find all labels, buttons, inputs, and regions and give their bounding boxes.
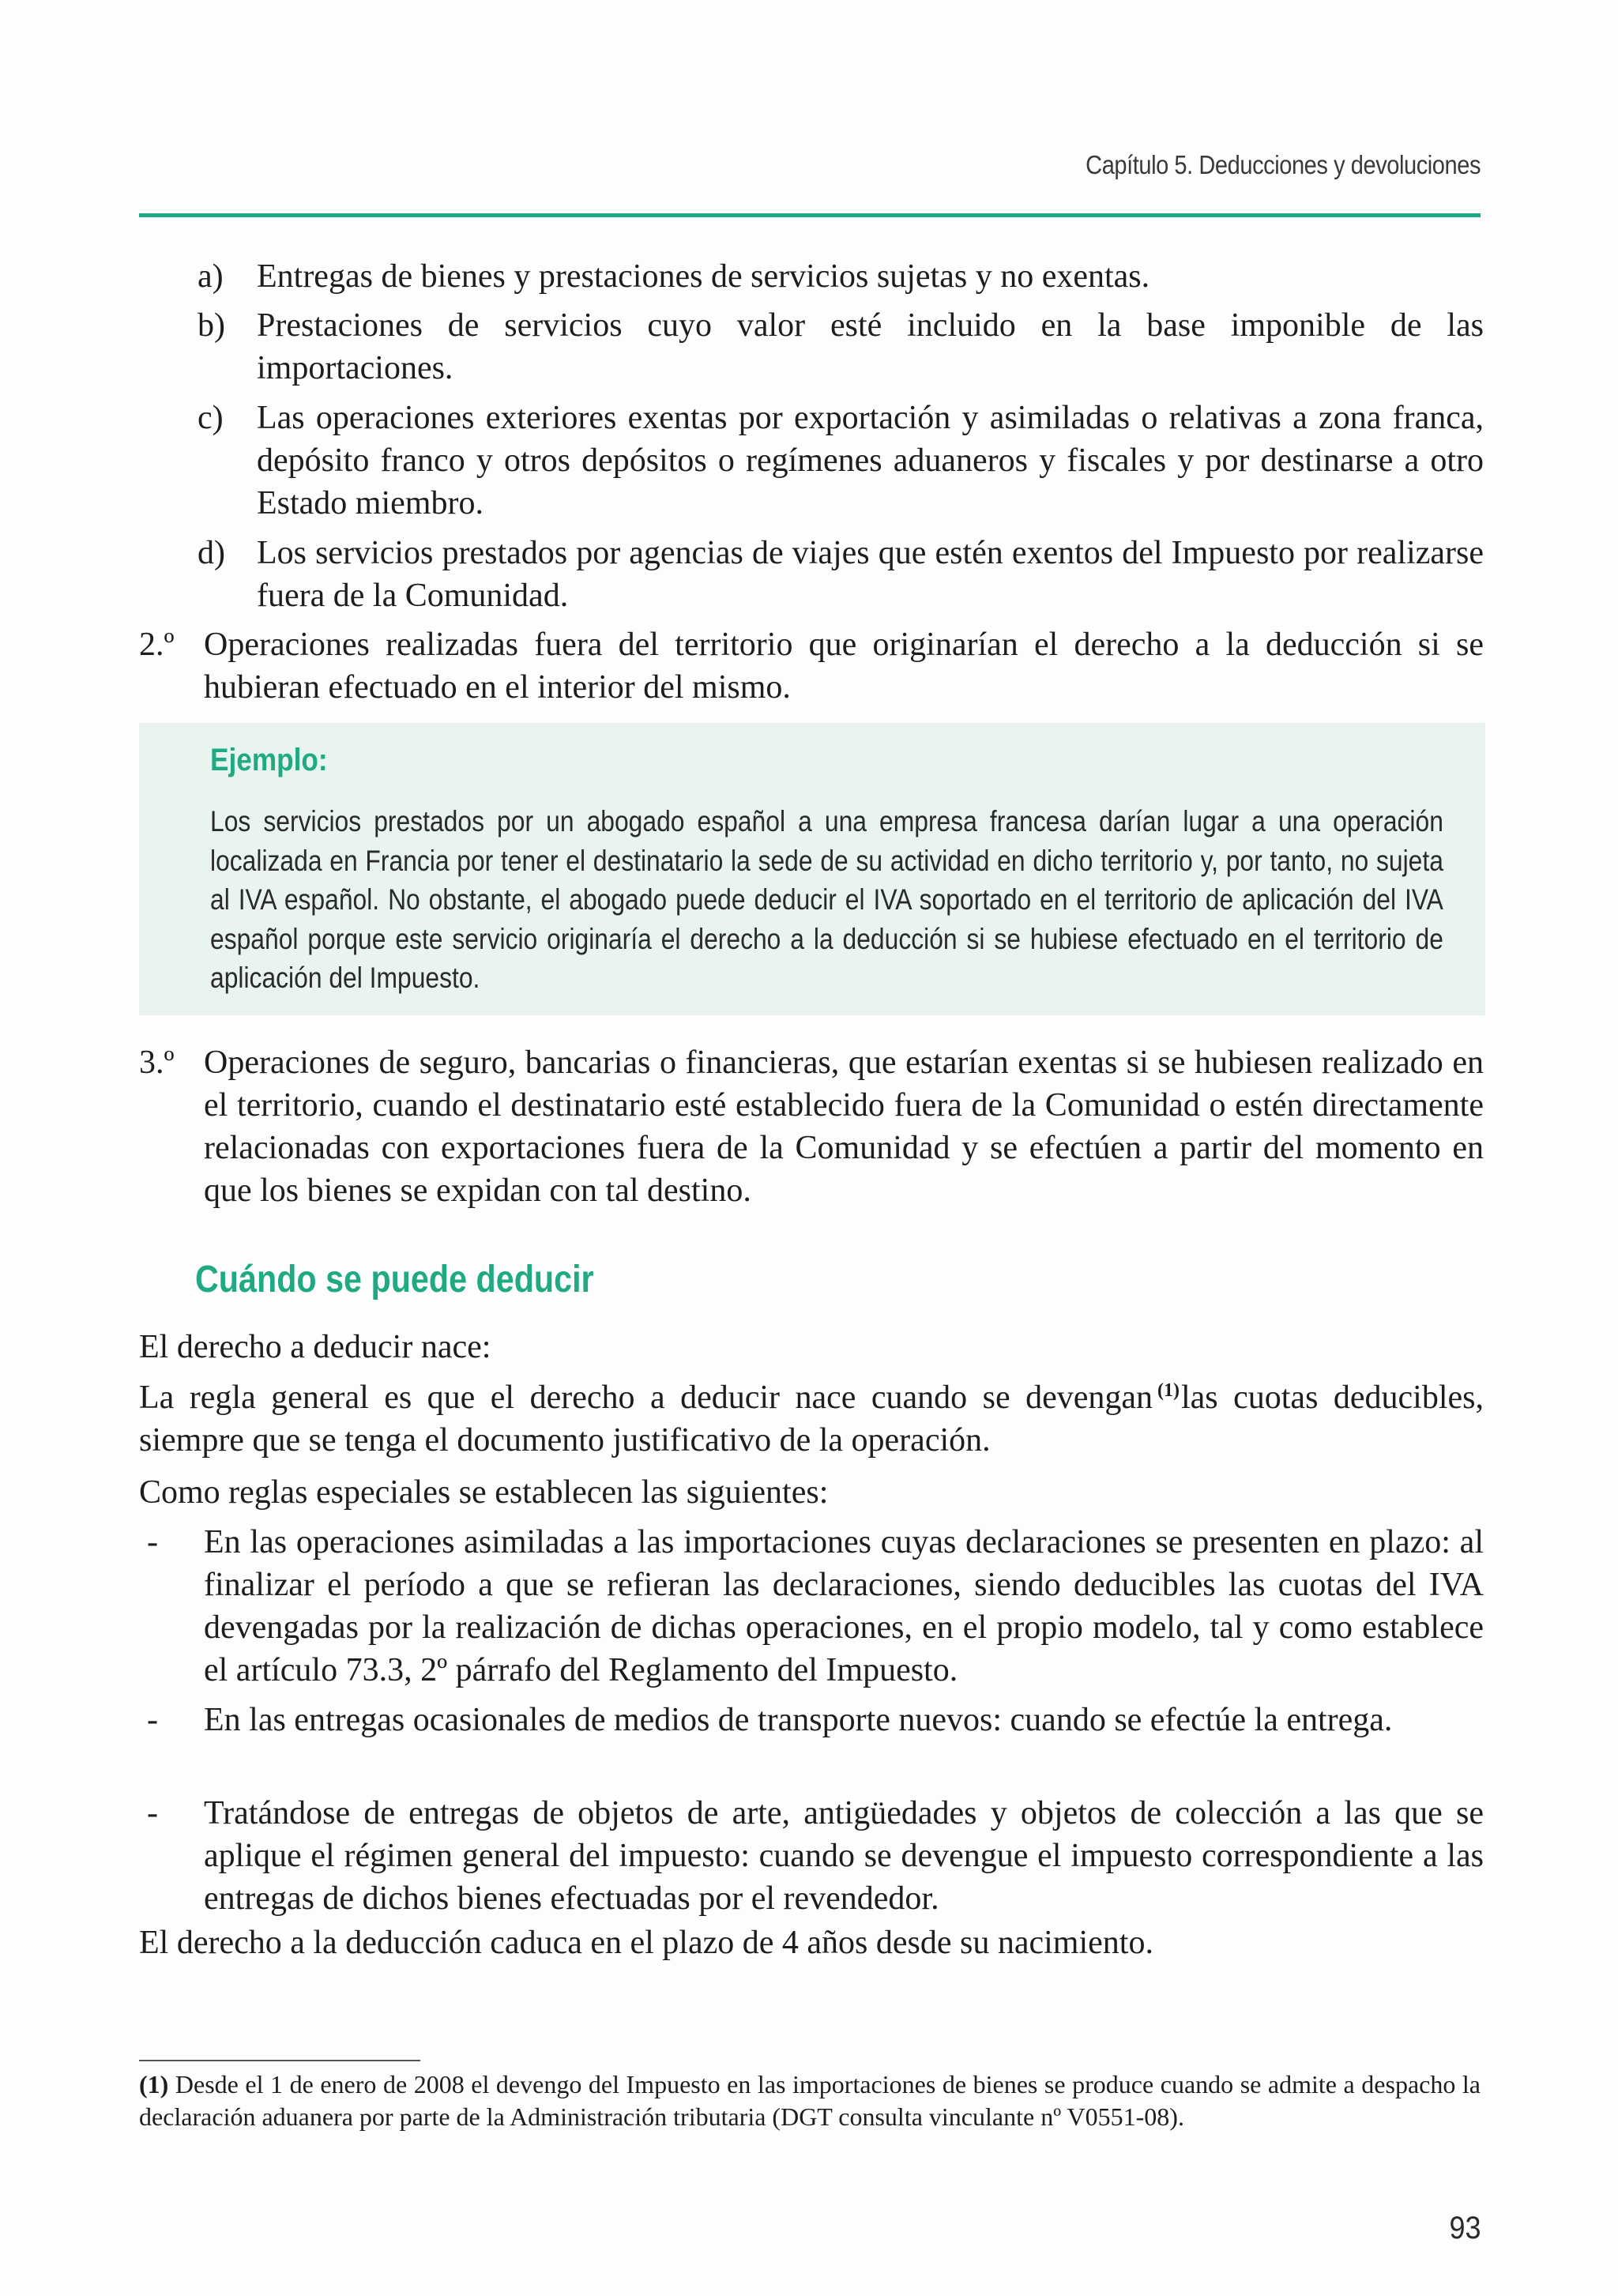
item-text: Operaciones de seguro, bancarias o financieras, que estarían exentas si se hubiesen realizado en el territorio, cuando el destinatario esté establecido fuera de la Comunidad o estén directamente relacionadas con exportaciones fuera de la Comunidad y se efectúen a partir del momento en que los bienes se expidan con tal destino. xyxy=(204,1044,1484,1209)
list-label: c) xyxy=(198,400,224,436)
page-number: 93 xyxy=(1448,2211,1481,2245)
list-text: Prestaciones de servicios cuyo valor esté incluido en la base imponible de las importaciones. xyxy=(257,307,1484,386)
bullet-text: En las operaciones asimiladas a las importaciones cuyas declaraciones se presenten en plazo: al finalizar el período a que se refieran las declaraciones, siendo deducibles las cuotas del IVA devengadas por la realización de dichas operaciones, en el propio modelo, tal y como establece el artículo 73.3, 2º párrafo del Reglamento del Impuesto. xyxy=(204,1524,1484,1688)
list-label: a) xyxy=(198,258,224,295)
general-rule-paragraph xyxy=(139,1376,1484,1462)
list-text: Entregas de bienes y prestaciones de servicios sujetas y no exentas. xyxy=(257,258,1150,295)
bullet-marker: - xyxy=(147,1524,158,1560)
list-item-c xyxy=(198,397,1484,525)
list-label: d) xyxy=(198,535,225,571)
special-rules-intro: Como reglas especiales se establecen las siguientes: xyxy=(139,1474,829,1511)
bullet-text: Tratándose de entregas de objetos de arte, antigüedades y objetos de colección a las que se aplique el régimen general del impuesto: cuando se devengue el impuesto correspondiente a las entregas de dichos bienes efectuadas por el revendedor. xyxy=(204,1795,1484,1917)
list-text: Las operaciones exteriores exentas por exportación y asimiladas o relativas a zona franca, depósito franco y otros depósitos o regímenes aduaneros y fiscales y por destinarse a otro Estado miembro. xyxy=(257,400,1484,521)
list-item-d xyxy=(198,532,1484,617)
closing-paragraph: El derecho a la deducción caduca en el plazo de 4 años desde su nacimiento. xyxy=(139,1925,1153,1961)
general-rule-text: La regla general es que el derecho a deducir nace cuando se devengan xyxy=(139,1379,1153,1416)
bullet-marker: - xyxy=(147,1702,158,1738)
list-text: Los servicios prestados por agencias de viajes que estén exentos del Impuesto por realizarse fuera de la Comunidad. xyxy=(257,535,1484,614)
list-label: b) xyxy=(198,307,225,344)
footnote-reference: (1) xyxy=(1157,1380,1180,1401)
footnote-rule xyxy=(139,2060,420,2061)
list-item-b xyxy=(198,304,1484,390)
section-intro: El derecho a deducir nace: xyxy=(139,1329,491,1365)
bullet-item xyxy=(139,1699,1484,1741)
footnote-text: Desde el 1 de enero de 2008 el devengo del Impuesto en las importaciones de bienes se produce cuando se admite a despacho la declaración aduanera por parte de la Administración tributaria (DGT consulta vinculante nº V0551-08). xyxy=(139,2070,1481,2131)
footnote-number: (1) xyxy=(139,2070,169,2098)
item-number: 2.º xyxy=(139,627,175,663)
bullet-item xyxy=(139,1792,1484,1920)
example-box xyxy=(139,723,1485,1015)
item-number: 3.º xyxy=(139,1044,175,1081)
bullet-item xyxy=(139,1521,1484,1692)
general-rule-text-cont: las cuotas deducibles, siempre que se tenga el documento justificativo de la operación. xyxy=(139,1379,1484,1459)
list-item-a xyxy=(198,255,1484,298)
item-text: Operaciones realizadas fuera del territorio que originarían el derecho a la deducción si se hubieran efectuado en el interior del mismo. xyxy=(204,627,1484,706)
header-rule xyxy=(139,213,1481,217)
bullet-text: En las entregas ocasionales de medios de transporte nuevos: cuando se efectúe la entrega. xyxy=(204,1702,1393,1738)
footnote xyxy=(139,2068,1481,2133)
numbered-item-2 xyxy=(139,623,1484,709)
bullet-marker: - xyxy=(147,1795,158,1831)
section-heading: Cuándo se puede deducir xyxy=(195,1259,594,1300)
example-title: Ejemplo: xyxy=(210,743,328,777)
running-header: Capítulo 5. Deducciones y devoluciones xyxy=(1086,150,1481,179)
numbered-item-3 xyxy=(139,1041,1484,1212)
example-text: Los servicios prestados por un abogado español a una empresa francesa darían lugar a una operación localizada en Francia por tener el destinatario la sede de su actividad en dicho territorio y, por tanto, no sujeta al IVA español. No obstante, el abogado puede deducir el IVA soportado en el territorio de aplicación del IVA español porque este servicio originaría el derecho a la deducción si se hubiese efectuado en el territorio de aplicación del Impuesto. xyxy=(210,805,1443,994)
